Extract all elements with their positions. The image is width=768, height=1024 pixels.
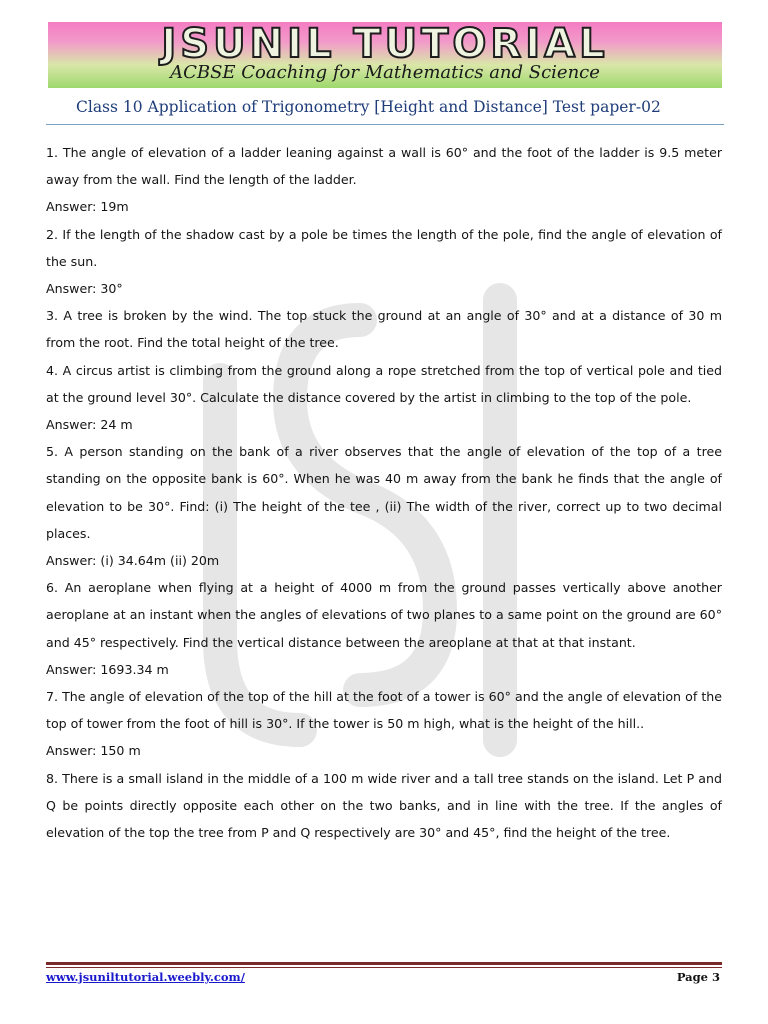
answer-line: Answer: 24 m — [46, 417, 133, 433]
title-divider — [46, 124, 724, 125]
banner-title: JSUNIL TUTORIAL — [161, 22, 609, 67]
footer-divider — [46, 962, 722, 965]
question-item: 6. An aeroplane when flying at a height of 4000 m from the ground passes vertically above another aeroplane at an instant when the angles of elevations of two planes to a same point on the ground are 60° and 45° respectively. Find the vertical distance between the areoplane at that at that instant. — [46, 580, 722, 650]
banner-subtitle: ACBSE Coaching for Mathematics and Science — [170, 62, 600, 83]
page-title: Class 10 Application of Trigonometry [Height and Distance] Test paper-02 — [76, 98, 661, 116]
answer-line: Answer: 1693.34 m — [46, 661, 169, 677]
answer-line: Answer: 19m — [46, 199, 129, 215]
question-list — [46, 139, 722, 846]
page-number: Page 3 — [676, 970, 720, 984]
answer-line: Answer: 30° — [46, 281, 123, 297]
question-item: 8. There is a small island in the middle of a 100 m wide river and a tall tree stands on the island. Let P and Q be points directly opposite each other on the two banks, and in line with the tree. If the angles of elevation of the top the tree from P and Q respectively are 30° and 45°, find the height of the tree. — [46, 770, 722, 841]
question-item: 1. The angle of elevation of a ladder leaning against a wall is 60° and the foot of the ladder is 9.5 meter away from the wall. Find the length of the ladder. — [46, 145, 722, 188]
question-item: 4. A circus artist is climbing from the ground along a rope stretched from the top of vertical pole and tied at the ground level 30°. Calculate the distance covered by the artist in climbing to the top of the pole. — [46, 362, 722, 405]
question-item: 7. The angle of elevation of the top of the hill at the foot of a tower is 60° and the angle of elevation of the top of tower from the foot of hill is 30°. If the tower is 50 m high, what is the height of the hill.. — [46, 689, 722, 732]
answer-line: Answer: (i) 34.64m (ii) 20m — [46, 553, 220, 569]
question-item: 2. If the length of the shadow cast by a pole be times the length of the pole, find the angle of elevation of the sun. — [46, 226, 722, 269]
footer-divider-thin — [46, 967, 722, 968]
question-item: 5. A person standing on the bank of a river observes that the angle of elevation of the top of a tree standing on the opposite bank is 60°. When he was 40 m away from the bank he finds that the angle of elevation to be 30°. Find: (i) The height of the tee , (ii) The width of the river, correct up to two decimal places. — [46, 444, 722, 541]
answer-line: Answer: 150 m — [46, 743, 141, 759]
website-link[interactable]: www.jsuniltutorial.weebly.com/ — [46, 970, 245, 984]
header-banner — [48, 22, 722, 88]
question-item: 3. A tree is broken by the wind. The top stuck the ground at an angle of 30° and at a distance of 30 m from the root. Find the total height of the tree. — [46, 308, 722, 351]
